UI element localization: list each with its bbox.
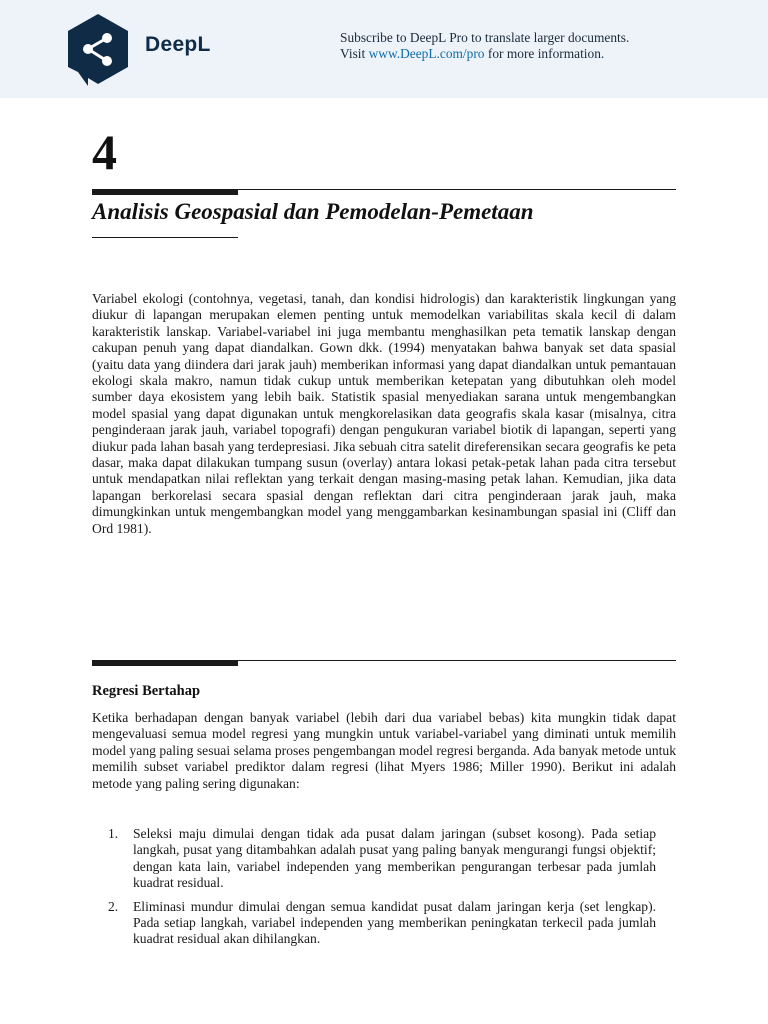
- list-item: [108, 826, 656, 892]
- deepl-banner: [0, 0, 768, 98]
- deepl-logo-text[interactable]: DeepL: [145, 33, 211, 56]
- list-item: [108, 899, 656, 948]
- chapter-number: 4: [92, 124, 117, 180]
- promo-line-2: [340, 46, 740, 62]
- section-paragraph: Ketika berhadapan dengan banyak variabel (lebih dari dua variabel bebas) kita mungkin tidak dapat mengevaluasi semua model regresi yang mungkin untuk variabel-variabel yang diminati untuk memilih model yang paling sesuai selama proses pengembangan model regresi berganda. Ada banyak metode untuk memilih subset variabel prediktor dalam regresi (lihat Myers 1986; Miller 1990). Berikut ini adalah metode yang paling sering digunakan:: [92, 710, 676, 791]
- deepl-logo-icon[interactable]: [64, 12, 132, 86]
- section-rule-thin: [238, 660, 676, 661]
- promo-visit: Visit: [340, 46, 366, 61]
- section-rule-thick: [92, 660, 238, 666]
- chapter-rule-thick: [92, 189, 238, 195]
- list-item-text: Eliminasi mundur dimulai dengan semua kandidat pusat dalam jaringan kerja (set lengkap). Pada setiap langkah, variabel independen yang memberikan peningkatan terkecil pada jumlah kuadrat residual akan dihilangkan.: [133, 898, 656, 947]
- list-item-number: 2.: [108, 898, 119, 914]
- title-underline: [92, 237, 238, 238]
- deepl-pro-link[interactable]: www.DeepL.com/pro: [368, 46, 485, 61]
- promo-line-1: Subscribe to DeepL Pro to translate larger documents.: [340, 30, 630, 45]
- chapter-rule-thin: [238, 189, 676, 190]
- list-item-number: 1.: [108, 826, 119, 841]
- method-list: [108, 826, 656, 955]
- list-item-text: Seleksi maju dimulai dengan tidak ada pusat dalam jaringan (subset kosong). Pada setiap langkah, pusat yang ditambahkan adalah pusat yang paling banyak mengurangi fungsi objektif; dengan kata lain, variabel independen yang memberikan pengurangan terbesar pada jumlah kuadrat residual.: [133, 826, 656, 891]
- intro-paragraph: Variabel ekologi (contohnya, vegetasi, tanah, dan kondisi hidrologis) dan karakteristik lingkungan yang diukur di lapangan merupakan elemen penting untuk memodelkan variabilitas skala kecil di dalam karakteristik lanskap. Variabel-variabel ini juga membantu menghasilkan peta tematik lanskap dengan cakupan penuh yang dapat diandalkan. Gown dkk. (1994) menyatakan bahwa banyak set data spasial (yaitu data yang diindera dari jarak jauh) memberikan informasi yang dapat diandalkan untuk pemantauan ekologi skala makro, namun tidak cukup untuk memberikan ketepatan yang dibutuhkan oleh model sumber daya ekosistem yang lebih baik. Statistik spasial menyediakan sarana untuk mengembangkan model spasial yang dapat digunakan untuk mengkorelasikan data geografis skala kasar (misalnya, citra penginderaan jarak jauh, variabel topografi) dengan pengukuran variabel biotik di lapangan, seperti yang diukur pada lahan basah yang terdepresiasi. Jika sebuah citra satelit direferensikan secara geografis ke peta dasar, maka dapat dilakukan tumpang susun (overlay) antara lokasi petak-petak lahan pada citra tersebut untuk mendapatkan nilai reflektan yang terkait dengan masing-masing petak lahan. Kemudian, jika data lapangan berkorelasi secara spasial dengan reflektan dari citra penginderaan jarak jauh, maka dimungkinkan untuk mengembangkan model yang menggambarkan kesinambungan spasial ini (Cliff dan Ord 1981).: [92, 291, 676, 536]
- section-heading: Regresi Bertahap: [92, 683, 201, 699]
- promo-tail: for more information.: [487, 46, 605, 61]
- chapter-title: Analisis Geospasial dan Pemodelan-Pemetaan: [92, 199, 534, 224]
- promo-text: [340, 30, 740, 62]
